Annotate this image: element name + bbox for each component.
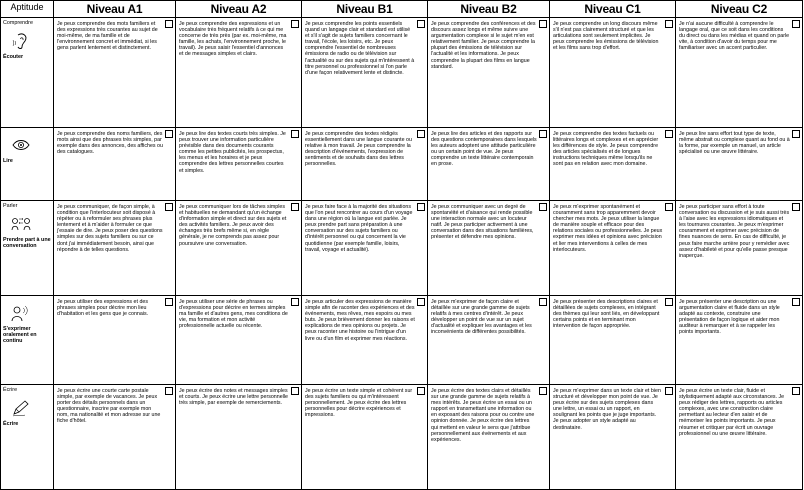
checkbox-lire-a1[interactable] bbox=[165, 130, 173, 138]
checkbox-conversation-a2[interactable] bbox=[291, 203, 299, 211]
level-c1-header: Niveau C1 bbox=[550, 1, 676, 18]
skill-category-ecrire: Écrire bbox=[3, 387, 18, 393]
cell-conversation-a1 bbox=[54, 201, 176, 296]
cell-text: Je peux présenter une description ou une argumentation claire et fluide dans un style adapté au contexte, construire une présentation de façon logique et aider mon auditeur à remarquer et à se rappeler les points importants. bbox=[679, 299, 780, 336]
skill-name-ecrire: Écrire bbox=[3, 421, 19, 427]
pen-icon bbox=[11, 399, 31, 417]
header-row bbox=[1, 1, 803, 18]
checkbox-ecouter-a2[interactable] bbox=[291, 20, 299, 28]
checkbox-lire-b2[interactable] bbox=[539, 130, 547, 138]
cell-conversation-b1 bbox=[302, 201, 428, 296]
cell-text: Je peux lire des articles et des rapports sur des questions contemporaines dans lesquels les auteurs adoptent une attitude particulière ou un certain point de vue. Je peux comprendre un texte littéraire contemporain en prose. bbox=[431, 131, 537, 168]
cell-text: Je peux lire des textes courts très simples. Je peux trouver une information particulière prévisible dans des documents courants comme les petites publicités, les prospectus, les menus et les horaires et je peux comprendre des lettres personnelles courtes et simples. bbox=[179, 131, 286, 174]
cell-ecrire-a1 bbox=[54, 385, 176, 490]
cell-text: Je peux écrire des textes clairs et détaillés sur une grande gamme de sujets relatifs à mes intérêts. Je peux écrire un essai ou un rapport en transmettant une information ou en exposant des raisons pour ou contre une opinion donnée. Je peux écrire des lettres qui mettent en valeur le sens que j'attribue personnellement aux événements et aux expériences. bbox=[431, 388, 535, 443]
level-b2-header: Niveau B2 bbox=[428, 1, 550, 18]
cell-text: Je peux comprendre des conférences et des discours assez longs et même suivre une argumentation complexe si le sujet m'en est relativement familier. Je peux comprendre la plupart des émissions de télévision sur l'actualité et les informations. Je peux comprendre la plupart des films en langue standard. bbox=[431, 21, 536, 70]
cell-ecouter-c1 bbox=[550, 18, 676, 128]
row-conversation bbox=[1, 201, 803, 296]
cell-text: Je peux utiliser une série de phrases ou d'expressions pour décrire en termes simples ma famille et d'autres gens, mes conditions de vie, ma formation et mon activité professionnelle actuelle ou récente. bbox=[179, 299, 288, 330]
cell-text: Je peux comprendre des mots familiers et des expressions très courantes au sujet de moi-même, de ma famille et de l'environnement concret et immédiat, si les gens parlent lentement et distinctement. bbox=[57, 21, 158, 52]
cell-oral-a1 bbox=[54, 296, 176, 385]
skill-name-lire: Lire bbox=[3, 158, 13, 164]
row-ecrire bbox=[1, 385, 803, 490]
cell-text: Je peux faire face à la majorité des situations que l'on peut rencontrer au cours d'un voyage dans une région où la langue est parlée. Je peux prendre part sans préparation à une conversation sur des sujets familiers ou d'intérêt personnel ou qui concernent la vie quotidienne (par exemple famille, loisirs, travail, voyage et actualité). bbox=[305, 204, 413, 253]
level-a2-header: Niveau A2 bbox=[176, 1, 302, 18]
cell-text: Je peux écrire une courte carte postale simple, par exemple de vacances. Je peux porter des détails personnels dans un questionnaire, inscrire par exemple mon nom, ma nationalité et mon adresse sur une fiche d'hôtel. bbox=[57, 388, 161, 425]
skill-name-oral: S'exprimer oralement en continu bbox=[3, 326, 37, 344]
checkbox-conversation-a1[interactable] bbox=[165, 203, 173, 211]
cell-text: Je peux m'exprimer dans un texte clair et bien structuré et développer mon point de vue. Je peux écrire sur des sujets complexes dans une lettre, un essai ou un rapport, en soulignant les points que je juge importants. Je peux adopter un style adapté au destinataire. bbox=[553, 388, 661, 431]
speaker-icon bbox=[11, 304, 31, 322]
checkbox-lire-a2[interactable] bbox=[291, 130, 299, 138]
checkbox-lire-c1[interactable] bbox=[665, 130, 673, 138]
cell-text: Je peux écrire des notes et messages simples et courts. Je peux écrire une lettre personnelle très simple, par exemple de remerciements. bbox=[179, 388, 288, 407]
cell-oral-a2 bbox=[176, 296, 302, 385]
cell-conversation-b2 bbox=[428, 201, 550, 296]
skill-cell-ecrire bbox=[1, 385, 54, 490]
checkbox-lire-b1[interactable] bbox=[417, 130, 425, 138]
checkbox-ecrire-a1[interactable] bbox=[165, 387, 173, 395]
cell-oral-b2 bbox=[428, 296, 550, 385]
cell-text: Je peux comprendre les points essentiels quand un langage clair et standard est utilisé et s'il s'agit de sujets familiers concernant le travail, l'école, les loisirs, etc. Je peux comprendre l'essentiel de nombreuses émissions de radio ou de télévision sur l'actualité ou sur des sujets qui m'intéressent à titre personnel ou professionnel si l'on parle d'une façon relativement lente et distincte. bbox=[305, 21, 415, 76]
checkbox-ecrire-c2[interactable] bbox=[792, 387, 800, 395]
checkbox-oral-a2[interactable] bbox=[291, 298, 299, 306]
checkbox-ecrire-c1[interactable] bbox=[665, 387, 673, 395]
cell-text: Je peux m'exprimer spontanément et couramment sans trop apparemment devoir chercher mes mots. Je peux utiliser la langue de manière souple et efficace pour des relations sociales ou professionnelles. Je peux exprimer mes idées et opinions avec précision et lier mes interventions à celles de mes interlocuteurs. bbox=[553, 204, 663, 253]
level-b1-header: Niveau B1 bbox=[302, 1, 428, 18]
cell-text: Je peux m'exprimer de façon claire et détaillée sur une grande gamme de sujets relatifs à mes centres d'intérêt. Je peux développer un point de vue sur un sujet d'actualité et expliquer les avantages et les inconvénients de différentes possibilités. bbox=[431, 299, 532, 336]
cell-text: Je n'ai aucune difficulté à comprendre le langage oral, que ce soit dans les conditions du direct ou dans les médias et quand on parle vite, à condition d'avoir du temps pour me familiariser avec un accent particulier. bbox=[679, 21, 790, 52]
checkbox-conversation-c2[interactable] bbox=[792, 203, 800, 211]
cell-text: Je peux communiquer avec un degré de spontanéité et d'aisance qui rende possible une interaction normale avec un locuteur natif. Je peux participer activement à une conversation dans des situations familières, présenter et défendre mes opinions. bbox=[431, 204, 534, 241]
cell-oral-b1 bbox=[302, 296, 428, 385]
cell-text: Je peux communiquer lors de tâches simples et habituelles ne demandant qu'un échange d'information simple et direct sur des sujets et des activités familiers. Je peux avoir des échanges très brefs même si, en règle générale, je ne comprends pas assez pour poursuivre une conversation. bbox=[179, 204, 287, 247]
skill-name-ecouter: Écouter bbox=[3, 54, 24, 60]
cell-ecouter-b1 bbox=[302, 18, 428, 128]
cell-text: Je peux lire sans effort tout type de texte, même abstrait ou complexe quant au fond ou à la forme, par exemple un manuel, un article spécialisé ou une œuvre littéraire. bbox=[679, 131, 790, 156]
cell-ecouter-a1 bbox=[54, 18, 176, 128]
checkbox-oral-a1[interactable] bbox=[165, 298, 173, 306]
checkbox-lire-c2[interactable] bbox=[792, 130, 800, 138]
checkbox-ecrire-a2[interactable] bbox=[291, 387, 299, 395]
aptitude-header: Aptitude bbox=[1, 1, 54, 18]
cell-lire-c1 bbox=[550, 128, 676, 201]
cell-lire-b2 bbox=[428, 128, 550, 201]
checkbox-ecouter-b1[interactable] bbox=[417, 20, 425, 28]
cell-text: Je peux utiliser des expressions et des phrases simples pour décrire mon lieu d'habitation et les gens que je connais. bbox=[57, 299, 149, 318]
checkbox-ecouter-a1[interactable] bbox=[165, 20, 173, 28]
dialogue-icon bbox=[11, 215, 31, 233]
cell-oral-c1 bbox=[550, 296, 676, 385]
cell-ecrire-c1 bbox=[550, 385, 676, 490]
cell-conversation-c2 bbox=[676, 201, 803, 296]
cell-ecouter-b2 bbox=[428, 18, 550, 128]
cell-text: Je peux communiquer, de façon simple, à condition que l'interlocuteur soit disposé à répéter ou à reformuler ses phrases plus lentement et à m'aider à formuler ce que j'essaie de dire. Je peux poser des questions simples sur des sujets familiers ou sur ce dont j'ai immédiatement besoin, ainsi que répondre à de telles questions. bbox=[57, 204, 163, 253]
cell-conversation-c1 bbox=[550, 201, 676, 296]
ear-icon bbox=[11, 32, 31, 50]
checkbox-conversation-b1[interactable] bbox=[417, 203, 425, 211]
checkbox-oral-c2[interactable] bbox=[792, 298, 800, 306]
cell-text: Je peux comprendre des expressions et un vocabulaire très fréquent relatifs à ce qui me concerne de très près (par ex. moi-même, ma famille, les achats, l'environnement proche, le travail). Je peux saisir l'essentiel d'annonces et de messages simples et clairs. bbox=[179, 21, 287, 58]
cell-ecrire-c2 bbox=[676, 385, 803, 490]
cell-ecouter-a2 bbox=[176, 18, 302, 128]
cell-text: Je peux écrire un texte simple et cohérent sur des sujets familiers ou qui m'intéressent personnellement. Je peux écrire des lettres personnelles pour décrire expériences et impressions. bbox=[305, 388, 413, 419]
cell-text: Je peux comprendre un long discours même s'il n'est pas clairement structuré et que les articulations sont seulement implicites. Je peux comprendre les émissions de télévision et les films sans trop d'effort. bbox=[553, 21, 659, 52]
checkbox-oral-c1[interactable] bbox=[665, 298, 673, 306]
cell-text: Je peux participer sans effort à toute conversation ou discussion et je suis aussi très à l'aise avec les expressions idiomatiques et les tournures courantes. Je peux m'exprimer couramment et exprimer avec précision de fines nuances de sens. En cas de difficulté, je peux faire marche arrière pour y remédier avec assez d'habileté et pour qu'elle passe presque inaperçue. bbox=[679, 204, 790, 259]
row-lire bbox=[1, 128, 803, 201]
cell-text: Je peux articuler des expressions de manière simple afin de raconter des expériences et des événements, mes rêves, mes espoirs ou mes buts. Je peux brièvement donner les raisons et explications de mes opinions ou projets. Je peux raconter une histoire ou l'intrigue d'un livre ou d'un film et exprimer mes réactions. bbox=[305, 299, 415, 342]
row-ecouter bbox=[1, 18, 803, 128]
cell-text: Je peux comprendre des textes factuels ou littéraires longs et complexes et en apprécier les différences de style. Je peux comprendre des articles spécialisés et de longues instructions techniques même lorsqu'ils ne sont pas en relation avec mon domaine. bbox=[553, 131, 659, 168]
cell-ecrire-a2 bbox=[176, 385, 302, 490]
eye-icon bbox=[11, 136, 31, 154]
cell-ecrire-b2 bbox=[428, 385, 550, 490]
cell-lire-a1 bbox=[54, 128, 176, 201]
cell-text: Je peux comprendre des noms familiers, des mots ainsi que des phrases très simples, par exemple dans des annonces, des affiches ou des catalogues. bbox=[57, 131, 163, 156]
level-c2-header: Niveau C2 bbox=[676, 1, 803, 18]
cell-ecouter-c2 bbox=[676, 18, 803, 128]
checkbox-ecouter-c2[interactable] bbox=[792, 20, 800, 28]
cell-oral-c2 bbox=[676, 296, 803, 385]
checkbox-conversation-c1[interactable] bbox=[665, 203, 673, 211]
cell-lire-a2 bbox=[176, 128, 302, 201]
skill-category-comprendre: Comprendre bbox=[3, 20, 33, 26]
checkbox-ecrire-b2[interactable] bbox=[539, 387, 547, 395]
skill-name-conversation: Prendre part à une conversation bbox=[3, 237, 51, 249]
cell-lire-c2 bbox=[676, 128, 803, 201]
checkbox-oral-b2[interactable] bbox=[539, 298, 547, 306]
row-oral bbox=[1, 296, 803, 385]
cell-lire-b1 bbox=[302, 128, 428, 201]
cell-text: Je peux présenter des descriptions claires et détaillées de sujets complexes, en intégrant des thèmes qui leur sont liés, en développant certains points et en terminant mon intervention de façon appropriée. bbox=[553, 299, 660, 330]
skill-cell-oral bbox=[1, 296, 54, 385]
cell-ecrire-b1 bbox=[302, 385, 428, 490]
skill-cell-lire bbox=[1, 128, 54, 201]
skill-cell-conversation bbox=[1, 201, 54, 296]
cell-text: Je peux écrire un texte clair, fluide et stylistiquement adapté aux circonstances. Je peux rédiger des lettres, rapports ou articles complexes, avec une construction claire permettant au lecteur d'en saisir et de mémoriser les points importants. Je peux résumer et critiquer par écrit un ouvrage professionnel ou une œuvre littéraire. bbox=[679, 388, 785, 437]
checkbox-oral-b1[interactable] bbox=[417, 298, 425, 306]
checkbox-conversation-b2[interactable] bbox=[539, 203, 547, 211]
cell-conversation-a2 bbox=[176, 201, 302, 296]
checkbox-ecouter-c1[interactable] bbox=[665, 20, 673, 28]
skill-cell-ecouter bbox=[1, 18, 54, 128]
checkbox-ecouter-b2[interactable] bbox=[539, 20, 547, 28]
checkbox-ecrire-b1[interactable] bbox=[417, 387, 425, 395]
cell-text: Je peux comprendre des textes rédigés essentiellement dans une langue courante ou relative à mon travail. Je peux comprendre la description d'événements, l'expression de sentiments et de souhaits dans des lettres personnelles. bbox=[305, 131, 412, 168]
level-a1-header: Niveau A1 bbox=[54, 1, 176, 18]
skill-category-parler: Parler bbox=[3, 203, 18, 209]
